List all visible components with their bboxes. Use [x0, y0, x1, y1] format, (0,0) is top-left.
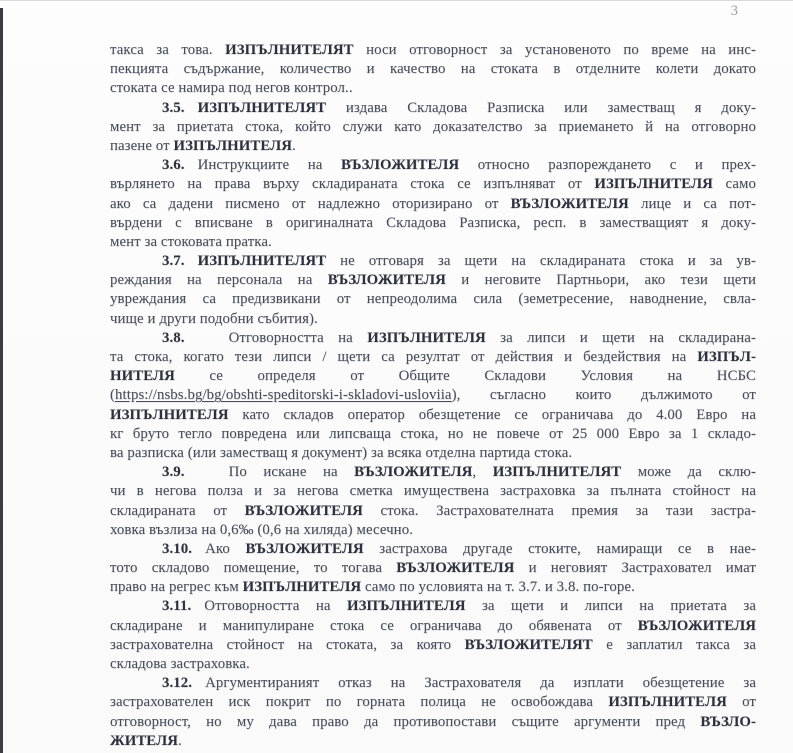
- bold-term: ИЗПЪЛНИТЕЛЯ: [608, 694, 727, 711]
- text-line: [110, 444, 756, 463]
- clause-number: 3.12.: [162, 675, 193, 692]
- paragraph: [110, 41, 756, 99]
- text-run: Ако: [205, 540, 246, 557]
- clause-number: 3.6.: [162, 157, 185, 174]
- bold-term: ВЪЗЛОЖИТЕЛЯ: [510, 195, 629, 212]
- paragraph: [110, 463, 756, 540]
- text-line: [110, 271, 756, 290]
- clause-number: 3.11.: [162, 598, 192, 615]
- text-line: [110, 559, 756, 578]
- text-line: [110, 310, 756, 329]
- text-line: [110, 521, 756, 540]
- text-run: чи в негова полза и за негова сметка имуществена застраховка за пълната стойност на: [110, 483, 756, 500]
- clause-number: 3.8.: [162, 329, 185, 346]
- text-line: [110, 60, 756, 79]
- text-run: върлянето на права върху складираната стока се изпълняват от: [110, 176, 595, 193]
- text-run: стоката се намира под негов контрол..: [110, 80, 353, 97]
- text-run: пекцията съдържание, количество и качество на стоката в отделните колети докато: [110, 61, 756, 78]
- clause-number: 3.9.: [162, 464, 185, 481]
- text-run: та стока, когато тези липси / щети са резултат от действия и бездействия на: [110, 349, 698, 365]
- text-run: Инструкциите на: [197, 157, 341, 174]
- document-body: [110, 41, 756, 751]
- bold-term: ИЗПЪЛНИТЕЛЯ: [110, 406, 229, 423]
- text-line: [110, 137, 756, 156]
- text-run: и неговият Застраховател имат: [514, 560, 756, 577]
- text-run: пазене от: [110, 137, 174, 154]
- text-run: По искане на: [228, 464, 355, 481]
- text-run: увреждания са предизвикани от непреодолима сила (земетресение, наводнение, свла-: [110, 291, 756, 308]
- text-run: такса за това.: [110, 42, 226, 58]
- text-run: право на регрес към: [110, 579, 243, 596]
- text-run: не отговаря за щети на складираната стока и за ув-: [326, 253, 756, 270]
- text-run: Отговорността на: [204, 598, 347, 615]
- text-run: за липси и щети на складирана-: [485, 329, 756, 346]
- text-run: мент за приетата стока, който служи като доказателство за приемането й на отговорно: [110, 118, 756, 135]
- bold-term: ВЪЗЛОЖИТЕЛЯТ: [464, 636, 593, 653]
- text-run: носи отговорност за установеното по време на инс-: [353, 42, 756, 58]
- text-run: Отговорността на: [228, 329, 368, 346]
- text-run: само: [712, 176, 756, 193]
- scanner-edge-bar: [0, 8, 3, 753]
- text-run: .: [292, 137, 296, 154]
- bold-term: ИЗПЪЛНИТЕЛЯ: [594, 176, 713, 193]
- text-run: складова застраховка.: [110, 656, 250, 672]
- text-run: само по условията на т. 3.7. и 3.8. по-горе.: [361, 579, 635, 596]
- clause-number: 3.5.: [162, 99, 185, 116]
- text-line: [110, 233, 756, 252]
- bold-term: ВЪЗЛО-: [700, 713, 756, 730]
- text-run: от: [726, 694, 756, 711]
- text-run: мент за стоковата пратка.: [110, 233, 272, 250]
- text-run: ,: [472, 464, 493, 481]
- text-run: .: [178, 732, 182, 749]
- text-line: [110, 540, 756, 559]
- text-run: отговорност, но му дава право да противопостави същите аргументи пред: [110, 713, 701, 730]
- text-line: [110, 214, 756, 233]
- bold-term: ВЪЗЛОЖИТЕЛЯ: [327, 272, 446, 289]
- bold-term: НИТЕЛЯ: [110, 368, 175, 385]
- paragraph: [110, 329, 756, 463]
- text-run: ), съгласно които дължимото от: [451, 387, 756, 404]
- text-line: [110, 597, 756, 616]
- text-run: складираната от: [110, 502, 245, 519]
- text-line: [110, 329, 756, 348]
- text-run: (: [110, 387, 116, 404]
- clause-number: 3.7.: [162, 253, 185, 270]
- text-line: [110, 463, 756, 482]
- text-run: се определя от Общите Складови Условия на НСБС: [174, 368, 756, 385]
- paragraph: [110, 156, 756, 252]
- paragraph: [110, 597, 756, 674]
- paragraph: [110, 252, 756, 329]
- text-line: [110, 118, 756, 137]
- text-run: ва разписка (или заместващ я документ) за всяка отделна партида стока.: [110, 444, 573, 461]
- text-run: складиране и манипулиране стока се ограничава до обявената от: [110, 617, 638, 634]
- bold-term: ИЗПЪЛНИТЕЛЯТ: [197, 253, 327, 270]
- bold-term: ВЪЗЛОЖИТЕЛЯ: [244, 502, 363, 519]
- paragraph: [110, 99, 756, 157]
- text-line: [110, 636, 756, 655]
- text-line: [110, 252, 756, 271]
- text-line: [110, 732, 756, 751]
- text-line: [110, 406, 756, 425]
- text-line: [110, 41, 756, 60]
- text-run: ховка възлиза на 0,6‰ (0,6 на хиляда) месечно.: [110, 521, 414, 538]
- bold-term: ВЪЗЛОЖИТЕЛЯ: [354, 464, 473, 481]
- text-run: като складов оператор обезщетение се ограничава до 4.00 Евро на: [228, 406, 756, 423]
- text-run: ако са дадени писмено от надлежно оторизирано от: [110, 195, 511, 212]
- text-line: [110, 195, 756, 214]
- text-run: за щети и липси на приетата за: [465, 598, 756, 615]
- bold-term: ИЗПЪЛНИТЕЛЯ: [346, 598, 466, 615]
- text-run: реждания на персонала на: [110, 272, 328, 289]
- text-run: може да склю-: [621, 464, 756, 481]
- page-number: 3: [730, 3, 738, 19]
- text-line: [110, 713, 756, 732]
- text-run: върдени с вписване в оригиналната Складова Разписка, респ. в заместващият я доку-: [110, 214, 756, 231]
- bold-term: ВЪЗЛОЖИТЕЛЯ: [396, 560, 515, 577]
- text-run: чище и други подобни събития).: [110, 310, 318, 327]
- text-run: относно разпореждането с и прех-: [459, 157, 756, 174]
- text-line: [110, 156, 756, 175]
- text-line: [110, 655, 756, 674]
- text-line: [110, 578, 756, 597]
- text-run: застрахователен иск покрит по горната полица не освобождава: [110, 694, 609, 711]
- text-run: кг бруто тегло повредена или липсваща стока, но не повече от 25 000 Евро за 1 складо-: [110, 425, 756, 442]
- text-line: [110, 79, 756, 98]
- text-run: стока. Застрахователната премия за тази застра-: [362, 502, 756, 519]
- text-run: издава Складова Разписка или заместващ я доку-: [326, 99, 756, 116]
- text-run: Аргументираният отказ на Застрахователя да изплати обезщетение за: [205, 675, 756, 692]
- text-line: [110, 367, 756, 386]
- bold-term: ВЪЗЛОЖИТЕЛЯ: [245, 540, 364, 557]
- bold-term: ИЗПЪЛНИТЕЛЯТ: [197, 99, 327, 116]
- nsbs-terms-link[interactable]: https://nsbs.bg/bg/obshti-speditorski-i-skladovi-usloviia: [115, 387, 452, 404]
- text-run: лице и са пот-: [628, 195, 756, 212]
- bold-term: ИЗПЪЛНИТЕЛЯТ: [225, 42, 354, 58]
- paragraph: [110, 674, 756, 751]
- bold-term: ИЗПЪЛНИТЕЛЯТ: [492, 464, 622, 481]
- text-line: [110, 482, 756, 501]
- bold-term: ИЗПЪЛНИТЕЛЯ: [367, 329, 486, 346]
- clause-number: 3.10.: [162, 540, 193, 557]
- bold-term: ИЗПЪЛНИТЕЛЯ: [242, 579, 362, 596]
- text-line: [110, 617, 756, 636]
- text-line: [110, 693, 756, 712]
- text-run: е заплатил такса за: [592, 636, 756, 653]
- text-line: [110, 290, 756, 309]
- text-line: [110, 99, 756, 118]
- text-run: тото складово помещение, то тогава: [110, 560, 397, 577]
- text-run: застрахова другаде стоките, намиращи се в нае-: [363, 540, 756, 557]
- text-line: [110, 425, 756, 444]
- bold-term: ВЪЗЛОЖИТЕЛЯ: [340, 157, 460, 174]
- text-line: [110, 502, 756, 521]
- bold-term: ИЗПЪЛНИТЕЛЯ: [173, 137, 293, 154]
- paragraph: [110, 540, 756, 598]
- text-line: [110, 348, 756, 367]
- text-run: и неговите Партньори, ако тези щети: [445, 272, 756, 289]
- bold-term: ИЗПЪЛ-: [697, 349, 756, 365]
- bold-term: ЖИТЕЛЯ: [110, 732, 178, 749]
- text-run: застрахователна стойност на стоката, за която: [110, 636, 465, 653]
- text-line: [110, 674, 756, 693]
- bold-term: ВЪЗЛОЖИТЕЛЯ: [637, 617, 756, 634]
- text-line: [110, 175, 756, 194]
- text-line: [110, 386, 756, 405]
